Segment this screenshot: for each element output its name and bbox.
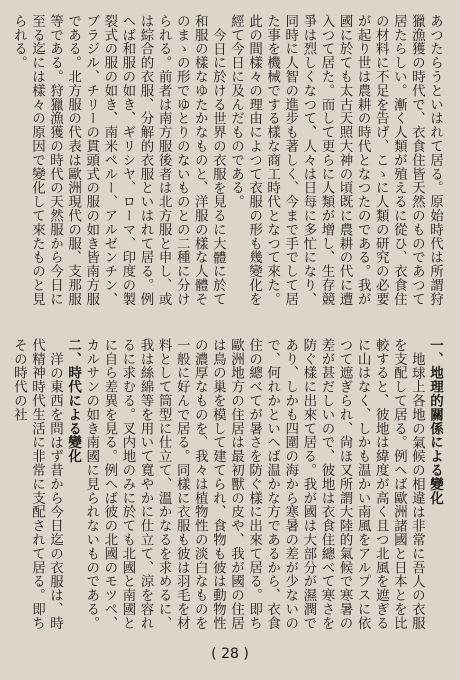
page-number: ( 28 ) [211,646,249,662]
paragraph-era-influence: 洋の東西を問はず昔から今日迄の衣服は、時代精神時代生活に非常に支配されて居る。即ちその時代の社 [10,338,64,630]
paragraph-climate-influence: 地球上各地の氣候の相違は非常に吾人の衣服を支配して居る。例へば歐洲諸國と日本とを比較すると、彼地は緯度が高く且つ北風を遮ぎるに山はなく、しかも温かい南風をアルプスに依つて遮ぎられ、尙ほ又所謂大陸的氣候で寒暑の差が甚だしいので、彼地は衣食住總べて寒さを防ぐ樣に出來て居る。我が國は大部分が濕潤であり、しかも四圍の海から寒暑の差が少ないので、何れかといへば温かな方であるから、衣食住の總べてが暑さを防ぐ樣に出來て居る。即ち歐洲地方の住居は最初獸の皮や、我が國の住居は鳥の巢を模して建てられ、食物も彼は動物性の濃厚なものを、我々は植物性の淡白なものを一般に好んで居る。同樣に衣服も彼は羽毛を材料として筒型に仕立て、溫かなるを求めるに、我は絲綿等を用いて寬やかに仕立て、涼を容れるに求むる。叉内地のみに於ても北國と南國とに自ら差異を見る。例へば彼の北國のモツペ、カルサンの如き南國に見られないものである。 [83,338,425,630]
section-heading-geography: 一、地理的關係による變化 [427,338,443,505]
page-text [10,14,444,644]
lower-text-block [10,338,444,630]
paragraph-two-types-of-clothing: 今日に於ける世界の衣服を見るに大體に於て和服の樣なゆたかなものと、洋服の樣な人體そのまゝの形でゆとりのないものとの二種に分けられる。前者は南方服後者は北方服と申し、或は綜合的衣服、分解的衣服といはれて居る。例へば和服の如き、ギリシヤ、ローマ、印度の製裂式の服の如き、南米ペルー、アルゼンチン、ブラジル、チリーの貫頭式の服の如き皆南方服である。北方服の代表は歐洲現代の服、支那服等である。狩獵漁獲の時代の天然服から今日に至る迄には樣々の原因で變化して來たものと見られる。 [10,14,226,306]
section-heading-era: 二、時代による變化 [65,338,82,464]
paragraph-origins-of-clothing: あつたらうといはれて居る。原始時代は所謂狩獵漁獲の時代で、衣食住皆天然のものであつて居たらしい。漸く人類が殖えるに從ひ、衣食住の材料に不足を告げ、こゝに人類の研究の必要が起り世は農耕の時代となつたのである。我が國に於ても太古天照大神の頃既に農耕の代に遭入つて居た。而して更らに人類が增し、生存競爭は烈しくなつて、人々は日每に多忙になり、同時に人智の進步も著しく、今まで手でして居た事を機械でする樣な商工時代となつて來た。此の間樣々の理由によつて衣服の形も幾變化を經て今日に及んだものである。 [227,14,443,306]
upper-text-block [10,14,444,314]
